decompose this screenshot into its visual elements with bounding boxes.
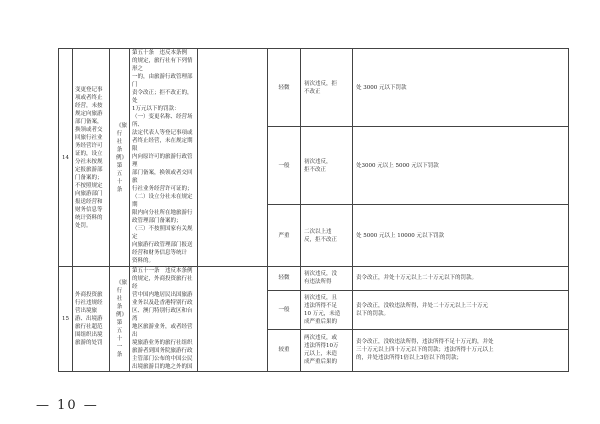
text-line: （三）不按照国家有关规定 bbox=[132, 226, 193, 240]
text-line: 成严重后果的 bbox=[304, 318, 338, 325]
text-line: 证的，设立 bbox=[75, 150, 103, 157]
text-line: 内向原许可的旅游行政管理 bbox=[132, 154, 193, 168]
text-line: 资料的。 bbox=[132, 258, 155, 264]
text-line: 一的，由旅游行政管理部门 bbox=[132, 74, 193, 88]
text-line: 定报旅游部 bbox=[75, 166, 103, 173]
text-line: 初次违反，且 bbox=[304, 294, 338, 301]
text-line: 二次以上违 bbox=[304, 228, 332, 235]
text-line: 变更登记事 bbox=[75, 86, 103, 93]
text-line: 的规定，旅行社有下列情形之 bbox=[132, 58, 193, 72]
severity-level: 较重 bbox=[268, 329, 301, 371]
violation-item bbox=[73, 267, 110, 372]
penalty-standard: 处3000 元以上 5000 元以下罚款 bbox=[353, 127, 569, 205]
text-line: 有违法所得 bbox=[304, 279, 332, 286]
text-line: 向旅游部门 bbox=[75, 190, 103, 197]
severity-level: 严重 bbox=[268, 205, 301, 267]
text-line: 回旅行社业 bbox=[75, 134, 103, 141]
text-line: 行社违规经 bbox=[75, 300, 103, 306]
text-line: 法定代表人等登记事项或 bbox=[132, 130, 193, 136]
text-line: 外商投资旅 bbox=[75, 292, 103, 298]
text-line: 游、出境游 bbox=[75, 316, 103, 322]
page-number: — 10 — bbox=[36, 398, 99, 413]
text-line: 统计资料的 bbox=[75, 214, 103, 221]
text-line: 违法所得10万 bbox=[304, 343, 339, 350]
severity-level: 轻微 bbox=[268, 49, 301, 127]
penalty-standard bbox=[353, 267, 569, 291]
circumstance bbox=[301, 267, 353, 291]
text-line: 财务信息等 bbox=[75, 206, 103, 213]
text-line: 换领或者交 bbox=[75, 126, 103, 133]
text-line: 责令改正，没收违法所得，并处二十万元以上三十万元 bbox=[356, 302, 489, 309]
text-line: 经营，未按 bbox=[75, 102, 103, 109]
table-row bbox=[59, 267, 569, 291]
text-line: 旅游的处罚 bbox=[75, 340, 103, 346]
text-line: 经营和财务信息等统计 bbox=[132, 250, 188, 256]
text-line: 限内向分社所在地旅游行 bbox=[132, 210, 193, 216]
text-line: 规定向旅游 bbox=[75, 110, 103, 117]
circumstance bbox=[301, 290, 353, 329]
text-line: 的规定，外商投资旅行社经 bbox=[132, 276, 193, 290]
text-line: 的，并处违法所得1倍以上3倍以下的罚款； bbox=[356, 355, 462, 362]
text-line: 区、澳门特别行政区和台湾 bbox=[132, 308, 193, 322]
text-line: 者终止经营，未在规定期限 bbox=[132, 138, 193, 152]
text-line: 报送经营和 bbox=[75, 198, 103, 205]
legal-basis bbox=[110, 49, 130, 267]
text-line: 1万元以下的罚款： bbox=[132, 106, 180, 112]
text-line: 不改正 bbox=[304, 88, 321, 95]
penalty-standard: 处 3000 元以下罚款 bbox=[353, 49, 569, 127]
penalty-standard bbox=[353, 290, 569, 329]
text-line: 营出境旅 bbox=[75, 308, 98, 314]
text-line: 围组织出境 bbox=[75, 332, 103, 338]
legal-provision bbox=[130, 267, 198, 372]
text-line: 旅游者到国务院旅游行政 bbox=[132, 348, 193, 354]
text-line: 部门备案， bbox=[75, 118, 103, 125]
text-line: 处罚。 bbox=[75, 222, 92, 229]
text-line: 第五十条 违反本条例 bbox=[132, 50, 188, 56]
text-line: 元以上，未造 bbox=[304, 351, 338, 358]
blank-column bbox=[198, 267, 268, 372]
text-line: 不按照规定 bbox=[75, 182, 103, 189]
legal-basis-text: 《旅行社条例》第五十一条 bbox=[116, 280, 128, 358]
text-line: 成严重后果的 bbox=[304, 359, 338, 366]
text-line: 政管理部门备案的； bbox=[132, 218, 182, 224]
violation-item bbox=[73, 49, 110, 267]
circumstance bbox=[301, 329, 353, 371]
text-line: （二）设立分社未在规定期 bbox=[132, 194, 193, 208]
text-line: 门备案的； bbox=[75, 174, 103, 181]
severity-level: 一般 bbox=[268, 290, 301, 329]
penalty-standard bbox=[353, 329, 569, 371]
text-line: 10 万元，未造 bbox=[304, 310, 341, 317]
text-line: 以下的罚款。 bbox=[356, 310, 390, 317]
text-line: 务经营许可 bbox=[75, 142, 103, 149]
text-line: 项或者终止 bbox=[75, 94, 103, 101]
text-line: 初次违反， bbox=[304, 158, 332, 165]
text-line: 旅行社超范 bbox=[75, 324, 103, 330]
text-line: 部门备案，换领或者交回旅 bbox=[132, 170, 193, 184]
legal-provision bbox=[130, 49, 198, 267]
text-line: 向旅游行政管理部门报送 bbox=[132, 242, 193, 248]
text-line: 行社业务经营许可证的； bbox=[132, 186, 193, 192]
circumstance bbox=[301, 127, 353, 205]
text-line: 初次违反，拒 bbox=[304, 80, 338, 87]
text-line: 地区旅游业务，或者经营出 bbox=[132, 324, 193, 338]
table-row bbox=[59, 49, 569, 127]
text-line: 第五十一条 违反本条例 bbox=[132, 268, 193, 274]
text-line: （一）变更名称、经营场所、 bbox=[132, 114, 193, 128]
legal-basis-text: 《旅行社条例》第五十条 bbox=[116, 122, 128, 193]
text-line: 营中国内地居民出国旅游 bbox=[132, 292, 193, 298]
circumstance bbox=[301, 205, 353, 267]
row-number: 15 bbox=[59, 267, 73, 372]
text-line: 责令改正；拒不改正的，处 bbox=[132, 90, 193, 104]
blank-column bbox=[198, 49, 268, 267]
row-number: 14 bbox=[59, 49, 73, 267]
text-line: 反，拒不改正 bbox=[304, 236, 338, 243]
text-line: 主管部门公布的中国公民 bbox=[132, 356, 193, 362]
penalty-table bbox=[58, 48, 569, 372]
text-line: 分社未按规 bbox=[75, 158, 103, 165]
text-line: 境旅游业务的旅行社组织 bbox=[132, 340, 193, 346]
text-line: 责令改正，没收违法所得，违法所得不足十万元的，并处 bbox=[356, 339, 494, 346]
text-line: 责令改正，并处十万元以上二十万元以下的罚款。 bbox=[356, 275, 478, 282]
severity-level: 轻微 bbox=[268, 267, 301, 291]
text-line: 违法所得不足 bbox=[304, 302, 338, 309]
text-line: 三十万元以上四十万元以下的罚款；违法所得十万元以上 bbox=[356, 347, 494, 354]
text-line: 两次违反，或 bbox=[304, 335, 338, 342]
legal-basis bbox=[110, 267, 130, 372]
penalty-standard: 处 5000 元以上 10000 元以下罚款 bbox=[353, 205, 569, 267]
text-line: 初次违反，没 bbox=[304, 271, 338, 278]
severity-level: 一般 bbox=[268, 127, 301, 205]
circumstance bbox=[301, 49, 353, 127]
text-line: 拒不改正 bbox=[304, 166, 327, 173]
text-line: 业务以及赴香港特别行政 bbox=[132, 300, 193, 306]
text-line: 出境旅游目的地之外的国 bbox=[132, 364, 193, 370]
